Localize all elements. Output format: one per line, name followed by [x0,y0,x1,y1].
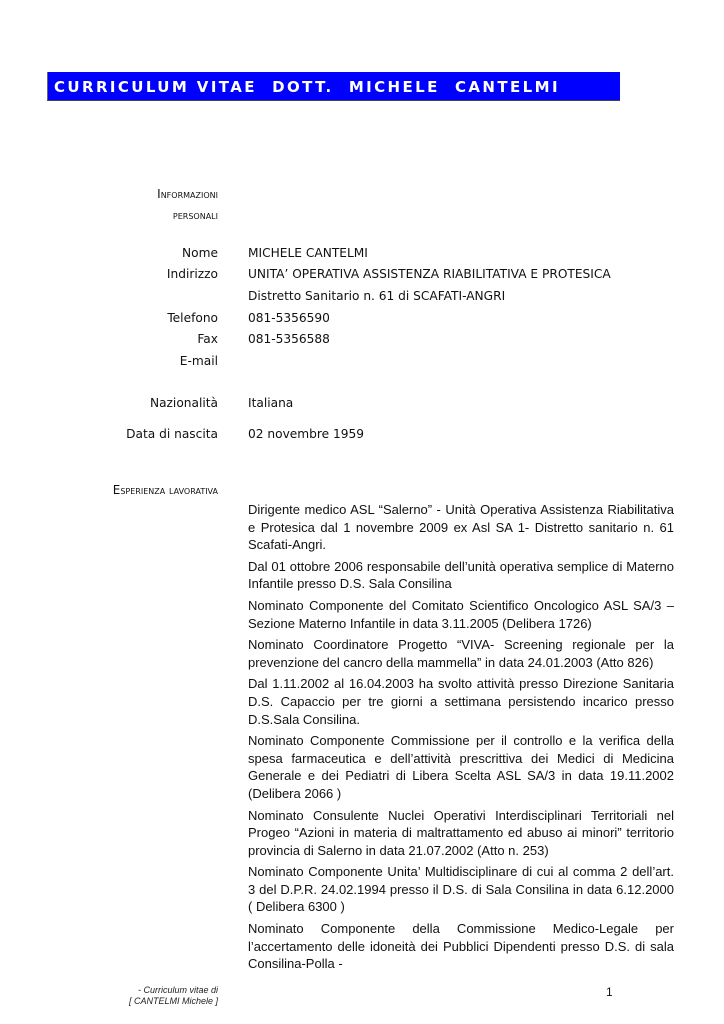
value-indirizzo-2: Distretto Sanitario n. 61 di SCAFATI-ANGRI [248,289,506,303]
experience-item: Nominato Coordinatore Progetto “VIVA- Screening regionale per la prevenzione del cancro della mammella” in data 24.01.2003 (Atto 826) [248,637,674,670]
experience-list [248,501,674,977]
value-fax: 081-5356588 [248,332,330,346]
label-nome: Nome [182,246,218,260]
experience-item: Nominato Componente della Commissione Medico-Legale per l’accertamento delle idoneità dei Pubblici Dipendenti presso D.S. di sala Consilina-Polla - [248,921,674,972]
experience-item: Nominato Componente Unita’ Multidisciplinare di cui al comma 2 dell’art. 3 del D.P.R. 24.02.1994 presso il D.S. di Sala Consilina in data 6.12.2000 ( Delibera 6300 ) [248,864,674,915]
experience-item: Dal 1.11.2002 al 16.04.2003 ha svolto attività presso Direzione Sanitaria D.S. Capaccio per tre giorni a settimana persistendo incarico presso D.S.Sala Consilina. [248,676,674,727]
footer-line: - Curriculum vitae di [137,985,218,995]
label-telefono: Telefono [167,311,218,325]
value-nome: MICHELE CANTELMI [248,246,368,260]
section-heading-personal [157,184,218,226]
label-data-nascita: Data di nascita [126,427,218,441]
value-nazionalita: Italiana [248,396,294,410]
value-data-nascita: 02 novembre 1959 [248,427,365,441]
label-email: E-mail [179,354,218,368]
footer-line: [ CANTELMI Michele ] [128,996,218,1006]
heading-line: personali [172,208,218,222]
title-bar [47,72,620,101]
value-telefono: 081-5356590 [248,311,330,325]
label-fax: Fax [197,332,218,346]
experience-item: Nominato Consulente Nuclei Operativi Interdisciplinari Territoriali nel Progeo “Azioni in materia di maltrattamento ed abuso ai minori” territorio provincia di Salerno in data 21.07.2002 (Atto n. 253) [248,807,674,858]
heading-line: Informazioni [157,187,218,201]
value-indirizzo: UNITA’ OPERATIVA ASSISTENZA RIABILITATIVA E PROTESICA [248,267,611,281]
experience-item: Nominato Componente Commissione per il controllo e la verifica della spesa farmaceutica e dell’attività prescrittiva dei Medici di Medicina Generale e dei Pediatri di Libera Scelta ASL SA/3 in data 19.11.2002 (Delibera 2066 ) [248,733,674,801]
page-number: 1 [606,985,613,999]
label-indirizzo: Indirizzo [166,267,218,281]
experience-item: Nominato Componente del Comitato Scientifico Oncologico ASL SA/3 – Sezione Materno Infantile in data 3.11.2005 (Delibera 1726) [248,597,674,631]
document-title: CURRICULUM VITAE DOTT. MICHELE CANTELMI [54,78,560,96]
footer-label [129,985,218,1007]
section-heading-experience: Esperienza lavorativa [112,483,218,497]
label-nazionalita: Nazionalità [149,396,218,410]
experience-item: Dirigente medico ASL “Salerno” - Unità Operativa Assistenza Riabilitativa e Protesica dal 1 novembre 2009 ex Asl SA 1- Distretto sanitario n. 61 Scafati-Angri. [248,502,674,553]
experience-item: Dal 01 ottobre 2006 responsabile dell’unità operativa semplice di Materno Infantile presso D.S. Sala Consilina [248,558,674,592]
